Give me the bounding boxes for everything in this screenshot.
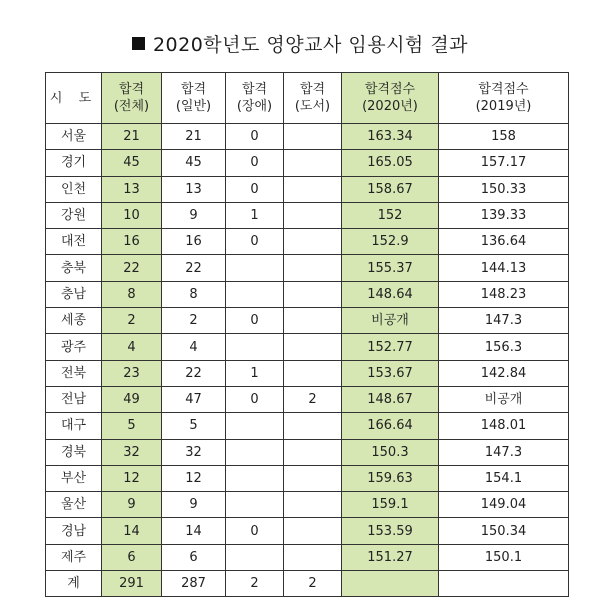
cell-score-2020: 150.3 bbox=[342, 439, 439, 465]
cell-pass-disabled: 0 bbox=[226, 386, 284, 412]
cell-sido: 서울 bbox=[46, 124, 102, 150]
cell-pass-disabled bbox=[226, 334, 284, 360]
cell-sido: 경기 bbox=[46, 150, 102, 176]
cell-sido: 대전 bbox=[46, 229, 102, 255]
cell-score-2020 bbox=[342, 571, 439, 597]
cell-score-2019: 142.84 bbox=[439, 360, 569, 386]
cell-pass-island bbox=[284, 360, 342, 386]
cell-pass-disabled: 1 bbox=[226, 360, 284, 386]
cell-pass-general: 22 bbox=[162, 360, 226, 386]
cell-pass-general: 16 bbox=[162, 229, 226, 255]
cell-pass-island bbox=[284, 150, 342, 176]
header-label-line2: (장애) bbox=[236, 99, 273, 114]
cell-pass-general: 32 bbox=[162, 439, 226, 465]
cell-pass-disabled bbox=[226, 544, 284, 570]
cell-pass-general: 22 bbox=[162, 255, 226, 281]
cell-pass-island bbox=[284, 544, 342, 570]
cell-pass-total: 291 bbox=[102, 571, 162, 597]
cell-pass-island bbox=[284, 308, 342, 334]
cell-score-2020: 158.67 bbox=[342, 176, 439, 202]
cell-pass-island bbox=[284, 465, 342, 491]
cell-pass-disabled bbox=[226, 413, 284, 439]
total-row bbox=[46, 571, 569, 597]
cell-pass-disabled: 0 bbox=[226, 124, 284, 150]
header-score-2020 bbox=[342, 73, 439, 124]
cell-score-2019: 139.33 bbox=[439, 202, 569, 228]
cell-pass-general: 9 bbox=[162, 492, 226, 518]
cell-pass-total: 14 bbox=[102, 518, 162, 544]
table-row bbox=[46, 308, 569, 334]
cell-pass-total: 22 bbox=[102, 255, 162, 281]
cell-pass-general: 9 bbox=[162, 202, 226, 228]
cell-pass-island bbox=[284, 518, 342, 544]
cell-score-2019 bbox=[439, 571, 569, 597]
cell-score-2020: 166.64 bbox=[342, 413, 439, 439]
table-row bbox=[46, 413, 569, 439]
cell-pass-total: 13 bbox=[102, 176, 162, 202]
header-label-line2: (도서) bbox=[294, 99, 331, 114]
cell-sido: 울산 bbox=[46, 492, 102, 518]
header-pass-disabled bbox=[226, 73, 284, 124]
cell-sido: 제주 bbox=[46, 544, 102, 570]
cell-sido: 전북 bbox=[46, 360, 102, 386]
results-table bbox=[45, 72, 569, 597]
cell-score-2020: 153.67 bbox=[342, 360, 439, 386]
cell-pass-total: 10 bbox=[102, 202, 162, 228]
cell-pass-general: 6 bbox=[162, 544, 226, 570]
cell-pass-disabled bbox=[226, 439, 284, 465]
cell-score-2019: 150.34 bbox=[439, 518, 569, 544]
cell-pass-disabled: 0 bbox=[226, 176, 284, 202]
cell-pass-island bbox=[284, 255, 342, 281]
table-row bbox=[46, 439, 569, 465]
cell-score-2020: 152.9 bbox=[342, 229, 439, 255]
cell-score-2019: 147.3 bbox=[439, 439, 569, 465]
cell-pass-total: 21 bbox=[102, 124, 162, 150]
header-label-line2: (2020년) bbox=[362, 99, 418, 114]
cell-score-2020: 155.37 bbox=[342, 255, 439, 281]
cell-sido: 경남 bbox=[46, 518, 102, 544]
table-row bbox=[46, 255, 569, 281]
header-label-line1: 합격점수 bbox=[364, 82, 416, 97]
cell-pass-island: 2 bbox=[284, 571, 342, 597]
cell-pass-disabled: 0 bbox=[226, 518, 284, 544]
cell-sido: 광주 bbox=[46, 334, 102, 360]
cell-score-2019: 136.64 bbox=[439, 229, 569, 255]
cell-score-2020: 148.67 bbox=[342, 386, 439, 412]
header-pass-total bbox=[102, 73, 162, 124]
cell-pass-disabled: 0 bbox=[226, 229, 284, 255]
cell-pass-disabled bbox=[226, 281, 284, 307]
cell-sido: 부산 bbox=[46, 465, 102, 491]
cell-score-2020: 비공개 bbox=[342, 308, 439, 334]
cell-sido: 충남 bbox=[46, 281, 102, 307]
square-bullet-icon bbox=[132, 37, 145, 50]
cell-sido: 강원 bbox=[46, 202, 102, 228]
cell-score-2019: 비공개 bbox=[439, 386, 569, 412]
cell-score-2020: 151.27 bbox=[342, 544, 439, 570]
cell-pass-island bbox=[284, 439, 342, 465]
cell-sido: 전남 bbox=[46, 386, 102, 412]
header-label-line2: (2019년) bbox=[475, 99, 532, 114]
table-row bbox=[46, 150, 569, 176]
cell-score-2019: 144.13 bbox=[439, 255, 569, 281]
cell-pass-total: 23 bbox=[102, 360, 162, 386]
cell-pass-disabled: 2 bbox=[226, 571, 284, 597]
cell-pass-total: 5 bbox=[102, 413, 162, 439]
cell-score-2020: 165.05 bbox=[342, 150, 439, 176]
header-pass-island bbox=[284, 73, 342, 124]
cell-sido: 경북 bbox=[46, 439, 102, 465]
cell-pass-island bbox=[284, 124, 342, 150]
cell-pass-general: 21 bbox=[162, 124, 226, 150]
cell-score-2020: 148.64 bbox=[342, 281, 439, 307]
cell-pass-island bbox=[284, 229, 342, 255]
table-row bbox=[46, 518, 569, 544]
header-score-2019 bbox=[439, 73, 569, 124]
cell-score-2019: 158 bbox=[439, 124, 569, 150]
cell-pass-total: 49 bbox=[102, 386, 162, 412]
cell-pass-disabled: 0 bbox=[226, 150, 284, 176]
cell-pass-disabled bbox=[226, 465, 284, 491]
cell-pass-total: 16 bbox=[102, 229, 162, 255]
header-pass-general bbox=[162, 73, 226, 124]
cell-pass-general: 12 bbox=[162, 465, 226, 491]
cell-pass-disabled bbox=[226, 492, 284, 518]
cell-score-2020: 152.77 bbox=[342, 334, 439, 360]
cell-score-2019: 149.04 bbox=[439, 492, 569, 518]
cell-pass-general: 4 bbox=[162, 334, 226, 360]
cell-pass-island bbox=[284, 176, 342, 202]
page-title bbox=[0, 30, 600, 57]
cell-pass-total: 4 bbox=[102, 334, 162, 360]
cell-score-2019: 148.01 bbox=[439, 413, 569, 439]
cell-pass-island bbox=[284, 202, 342, 228]
header-sido bbox=[46, 73, 102, 124]
header-label-line1: 합격 bbox=[118, 82, 145, 97]
cell-pass-total: 8 bbox=[102, 281, 162, 307]
cell-score-2019: 154.1 bbox=[439, 465, 569, 491]
cell-score-2020: 153.59 bbox=[342, 518, 439, 544]
cell-score-2019: 156.3 bbox=[439, 334, 569, 360]
cell-pass-island bbox=[284, 281, 342, 307]
cell-sido: 계 bbox=[46, 571, 102, 597]
table-body bbox=[46, 124, 569, 597]
cell-sido: 세종 bbox=[46, 308, 102, 334]
cell-pass-island bbox=[284, 334, 342, 360]
cell-sido: 인천 bbox=[46, 176, 102, 202]
cell-pass-general: 14 bbox=[162, 518, 226, 544]
header-label-line1: 시 도 bbox=[49, 90, 98, 106]
cell-score-2019: 157.17 bbox=[439, 150, 569, 176]
cell-pass-general: 2 bbox=[162, 308, 226, 334]
cell-pass-general: 47 bbox=[162, 386, 226, 412]
cell-pass-general: 5 bbox=[162, 413, 226, 439]
cell-pass-disabled bbox=[226, 255, 284, 281]
title-text: 2020학년도 영양교사 임용시험 결과 bbox=[152, 34, 469, 56]
cell-score-2020: 152 bbox=[342, 202, 439, 228]
table-row bbox=[46, 492, 569, 518]
table-row bbox=[46, 544, 569, 570]
cell-score-2020: 159.63 bbox=[342, 465, 439, 491]
table-row bbox=[46, 124, 569, 150]
header-label-line2: (전체) bbox=[113, 99, 150, 114]
header-label-line1: 합격점수 bbox=[478, 82, 529, 97]
table-row bbox=[46, 360, 569, 386]
table-row bbox=[46, 281, 569, 307]
cell-pass-island bbox=[284, 492, 342, 518]
cell-pass-general: 287 bbox=[162, 571, 226, 597]
header-label-line1: 합격 bbox=[180, 82, 207, 97]
table-header bbox=[46, 73, 569, 124]
cell-sido: 대구 bbox=[46, 413, 102, 439]
cell-score-2020: 159.1 bbox=[342, 492, 439, 518]
cell-score-2019: 148.23 bbox=[439, 281, 569, 307]
cell-pass-total: 12 bbox=[102, 465, 162, 491]
table-row bbox=[46, 176, 569, 202]
cell-score-2019: 147.3 bbox=[439, 308, 569, 334]
cell-pass-island bbox=[284, 413, 342, 439]
cell-pass-general: 45 bbox=[162, 150, 226, 176]
cell-score-2019: 150.33 bbox=[439, 176, 569, 202]
cell-pass-total: 2 bbox=[102, 308, 162, 334]
cell-pass-disabled: 1 bbox=[226, 202, 284, 228]
header-label-line1: 합격 bbox=[299, 82, 326, 97]
cell-pass-total: 6 bbox=[102, 544, 162, 570]
cell-score-2019: 150.1 bbox=[439, 544, 569, 570]
header-row bbox=[46, 73, 569, 124]
cell-score-2020: 163.34 bbox=[342, 124, 439, 150]
cell-sido: 충북 bbox=[46, 255, 102, 281]
cell-pass-island: 2 bbox=[284, 386, 342, 412]
table-row bbox=[46, 202, 569, 228]
cell-pass-total: 45 bbox=[102, 150, 162, 176]
table-row bbox=[46, 229, 569, 255]
table-row bbox=[46, 386, 569, 412]
cell-pass-total: 32 bbox=[102, 439, 162, 465]
header-label-line1: 합격 bbox=[241, 82, 268, 97]
table-row bbox=[46, 465, 569, 491]
cell-pass-total: 9 bbox=[102, 492, 162, 518]
header-label-line2: (일반) bbox=[175, 99, 212, 114]
cell-pass-general: 13 bbox=[162, 176, 226, 202]
table-row bbox=[46, 334, 569, 360]
cell-pass-general: 8 bbox=[162, 281, 226, 307]
cell-pass-disabled: 0 bbox=[226, 308, 284, 334]
